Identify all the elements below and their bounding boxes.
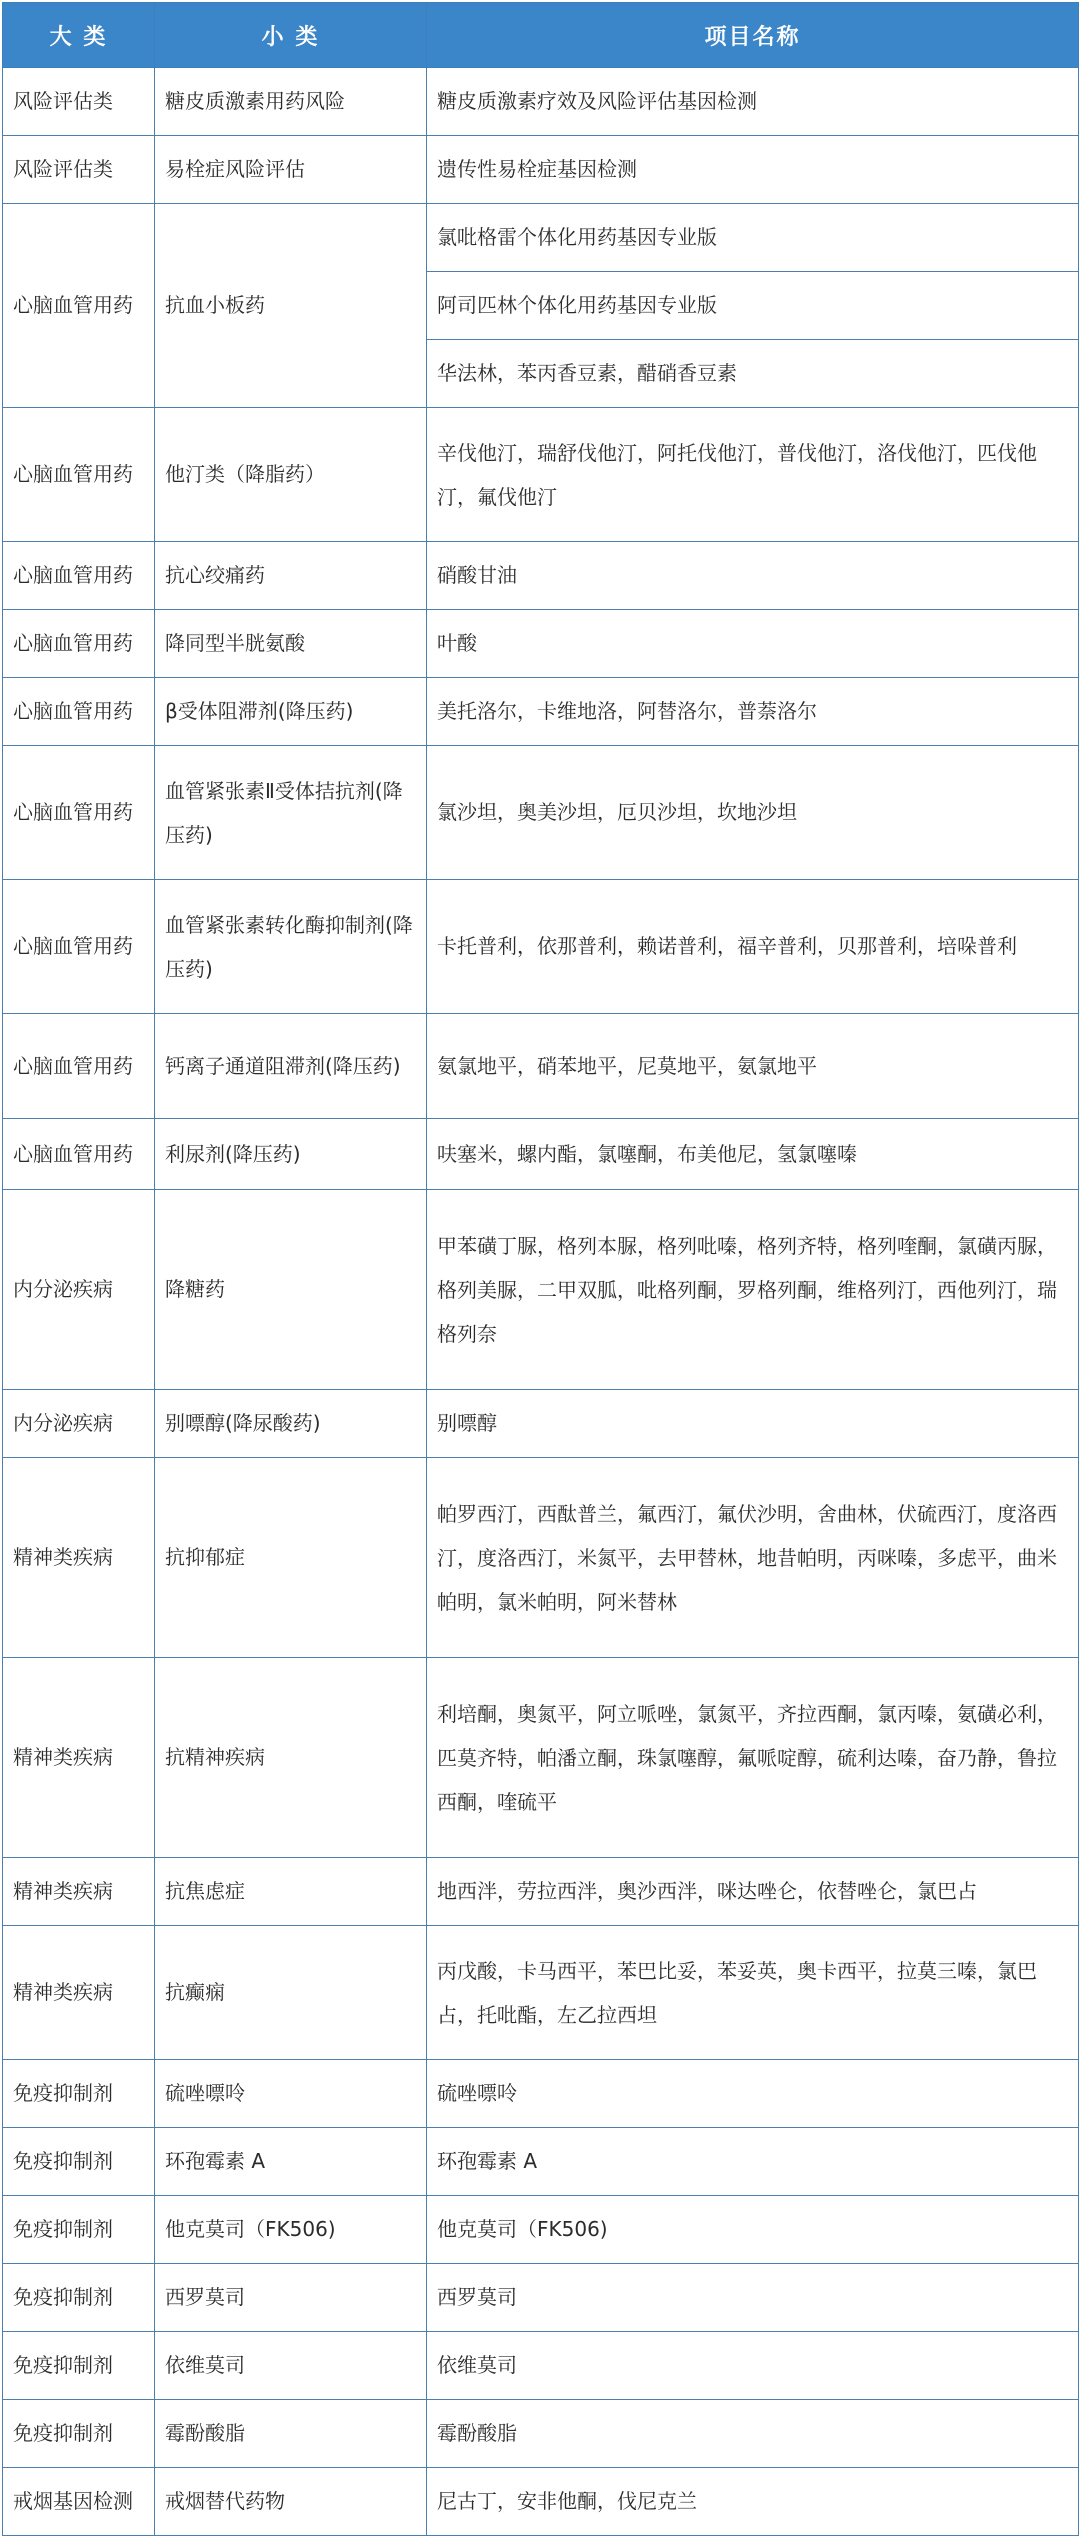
subcategory-cell: 钙离子通道阻滞剂(降压药) <box>155 1014 427 1119</box>
table-row <box>3 1119 1079 1190</box>
table-row <box>3 2332 1079 2400</box>
subcategory-cell: 易栓症风险评估 <box>155 136 427 204</box>
table-row <box>3 1458 1079 1658</box>
subcategory-cell: 抗癫痫 <box>155 1926 427 2060</box>
project-cell: 帕罗西汀，西酞普兰，氟西汀，氟伏沙明，舍曲林，伏硫西汀，度洛西汀，度洛西汀，米氮平，去甲替林，地昔帕明，丙咪嗪，多虑平，曲米帕明，氯米帕明，阿米替林 <box>427 1458 1079 1658</box>
table-row <box>3 408 1079 542</box>
project-cell: 氯吡格雷个体化用药基因专业版 <box>427 204 1079 272</box>
table-row <box>3 2128 1079 2196</box>
project-cell: 利培酮，奥氮平，阿立哌唑，氯氮平，齐拉西酮，氯丙嗪，氨磺必利，匹莫齐特，帕潘立酮，珠氯噻醇，氟哌啶醇，硫利达嗪，奋乃静，鲁拉西酮，喹硫平 <box>427 1658 1079 1858</box>
category-cell: 心脑血管用药 <box>3 1014 155 1119</box>
category-cell: 戒烟基因检测 <box>3 2468 155 2536</box>
category-cell: 内分泌疾病 <box>3 1190 155 1390</box>
category-cell: 免疫抑制剂 <box>3 2196 155 2264</box>
subcategory-cell: 依维莫司 <box>155 2332 427 2400</box>
category-cell: 风险评估类 <box>3 136 155 204</box>
table-row <box>3 542 1079 610</box>
project-cell: 霉酚酸脂 <box>427 2400 1079 2468</box>
project-cell: 地西泮，劳拉西泮，奥沙西泮，咪达唑仑，依替唑仑，氯巴占 <box>427 1858 1079 1926</box>
subcategory-cell: 降同型半胱氨酸 <box>155 610 427 678</box>
project-cell: 糖皮质激素疗效及风险评估基因检测 <box>427 68 1079 136</box>
category-cell: 心脑血管用药 <box>3 204 155 408</box>
subcategory-cell: 抗血小板药 <box>155 204 427 408</box>
project-cell: 遗传性易栓症基因检测 <box>427 136 1079 204</box>
table-row <box>3 2264 1079 2332</box>
subcategory-cell: 硫唑嘌呤 <box>155 2060 427 2128</box>
project-cell: 环孢霉素 A <box>427 2128 1079 2196</box>
category-cell: 免疫抑制剂 <box>3 2128 155 2196</box>
project-cell: 阿司匹林个体化用药基因专业版 <box>427 272 1079 340</box>
table-header-row <box>3 3 1079 68</box>
category-cell: 免疫抑制剂 <box>3 2332 155 2400</box>
category-cell: 心脑血管用药 <box>3 880 155 1014</box>
table-row <box>3 678 1079 746</box>
project-cell: 华法林，苯丙香豆素，醋硝香豆素 <box>427 340 1079 408</box>
project-cell: 硫唑嘌呤 <box>427 2060 1079 2128</box>
subcategory-cell: 西罗莫司 <box>155 2264 427 2332</box>
project-cell: 辛伐他汀，瑞舒伐他汀，阿托伐他汀，普伐他汀，洛伐他汀，匹伐他汀，氟伐他汀 <box>427 408 1079 542</box>
subcategory-cell: 抗焦虑症 <box>155 1858 427 1926</box>
category-cell: 精神类疾病 <box>3 1658 155 1858</box>
project-cell: 美托洛尔，卡维地洛，阿替洛尔，普萘洛尔 <box>427 678 1079 746</box>
table-row <box>3 68 1079 136</box>
category-cell: 心脑血管用药 <box>3 678 155 746</box>
category-cell: 精神类疾病 <box>3 1926 155 2060</box>
category-cell: 心脑血管用药 <box>3 408 155 542</box>
category-cell: 精神类疾病 <box>3 1458 155 1658</box>
project-cell: 别嘌醇 <box>427 1390 1079 1458</box>
project-cell: 叶酸 <box>427 610 1079 678</box>
subcategory-cell: 抗抑郁症 <box>155 1458 427 1658</box>
subcategory-cell: 抗心绞痛药 <box>155 542 427 610</box>
category-cell: 心脑血管用药 <box>3 746 155 880</box>
table-row <box>3 204 1079 272</box>
category-cell: 风险评估类 <box>3 68 155 136</box>
table-row <box>3 2196 1079 2264</box>
category-cell: 免疫抑制剂 <box>3 2264 155 2332</box>
subcategory-cell: 抗精神疾病 <box>155 1658 427 1858</box>
project-cell: 氯沙坦，奥美沙坦，厄贝沙坦，坎地沙坦 <box>427 746 1079 880</box>
project-cell: 他克莫司（FK506) <box>427 2196 1079 2264</box>
table-row <box>3 1858 1079 1926</box>
table-row <box>3 2468 1079 2536</box>
table-row <box>3 610 1079 678</box>
header-subcategory: 小 类 <box>155 3 427 68</box>
header-project-name: 项目名称 <box>427 3 1079 68</box>
table-row <box>3 1390 1079 1458</box>
project-cell: 卡托普利，依那普利，赖诺普利，福辛普利，贝那普利，培哚普利 <box>427 880 1079 1014</box>
project-cell: 尼古丁，安非他酮，伐尼克兰 <box>427 2468 1079 2536</box>
category-cell: 免疫抑制剂 <box>3 2400 155 2468</box>
subcategory-cell: β受体阻滞剂(降压药) <box>155 678 427 746</box>
table-row <box>3 1926 1079 2060</box>
subcategory-cell: 血管紧张素转化酶抑制剂(降压药) <box>155 880 427 1014</box>
subcategory-cell: 他汀类（降脂药） <box>155 408 427 542</box>
table-row <box>3 136 1079 204</box>
project-cell: 硝酸甘油 <box>427 542 1079 610</box>
table-row <box>3 2060 1079 2128</box>
category-cell: 内分泌疾病 <box>3 1390 155 1458</box>
subcategory-cell: 利尿剂(降压药) <box>155 1119 427 1190</box>
subcategory-cell: 他克莫司（FK506) <box>155 2196 427 2264</box>
subcategory-cell: 戒烟替代药物 <box>155 2468 427 2536</box>
subcategory-cell: 别嘌醇(降尿酸药) <box>155 1390 427 1458</box>
project-cell: 甲苯磺丁脲，格列本脲，格列吡嗪，格列齐特，格列喹酮，氯磺丙脲，格列美脲，二甲双胍，吡格列酮，罗格列酮，维格列汀，西他列汀，瑞格列奈 <box>427 1190 1079 1390</box>
category-cell: 精神类疾病 <box>3 1858 155 1926</box>
table-row <box>3 880 1079 1014</box>
table-row <box>3 2400 1079 2468</box>
subcategory-cell: 霉酚酸脂 <box>155 2400 427 2468</box>
table-row <box>3 1190 1079 1390</box>
subcategory-cell: 环孢霉素 A <box>155 2128 427 2196</box>
project-cell: 氨氯地平，硝苯地平，尼莫地平，氨氯地平 <box>427 1014 1079 1119</box>
project-cell: 呋塞米，螺内酯，氯噻酮，布美他尼，氢氯噻嗪 <box>427 1119 1079 1190</box>
project-cell: 丙戊酸，卡马西平，苯巴比妥，苯妥英，奥卡西平，拉莫三嗪，氯巴占，托吡酯，左乙拉西坦 <box>427 1926 1079 2060</box>
project-cell: 依维莫司 <box>427 2332 1079 2400</box>
project-cell: 西罗莫司 <box>427 2264 1079 2332</box>
category-cell: 心脑血管用药 <box>3 542 155 610</box>
category-cell: 免疫抑制剂 <box>3 2060 155 2128</box>
drug-gene-test-table <box>2 2 1079 2536</box>
subcategory-cell: 糖皮质激素用药风险 <box>155 68 427 136</box>
table-row <box>3 1014 1079 1119</box>
category-cell: 心脑血管用药 <box>3 1119 155 1190</box>
subcategory-cell: 血管紧张素Ⅱ受体拮抗剂(降压药) <box>155 746 427 880</box>
table-row <box>3 1658 1079 1858</box>
subcategory-cell: 降糖药 <box>155 1190 427 1390</box>
category-cell: 心脑血管用药 <box>3 610 155 678</box>
table-row <box>3 746 1079 880</box>
header-category: 大 类 <box>3 3 155 68</box>
